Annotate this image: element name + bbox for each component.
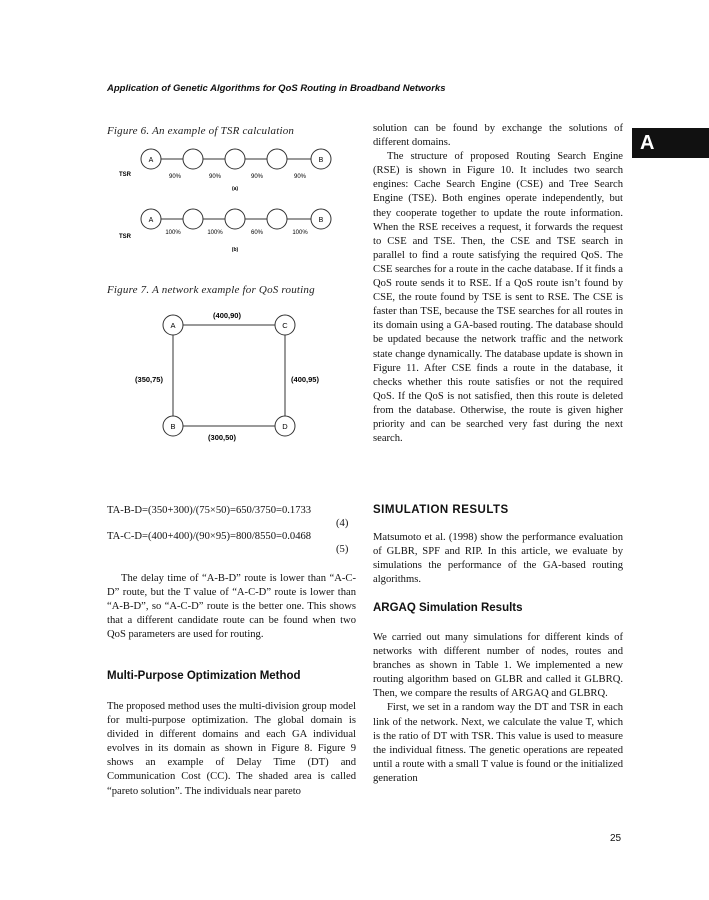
tsr-label: TSR (119, 234, 131, 240)
link-value: 90% (168, 174, 182, 180)
figure6b (119, 209, 331, 253)
figure7-caption: Figure 7. A network example for QoS routing (107, 284, 315, 296)
equation-5-number: (5) (336, 544, 349, 555)
link-top-label: (400,90) (213, 311, 241, 320)
equation-5: TA-C-D=(400+400)/(90×95)=800/8550=0.0468 (107, 531, 312, 542)
section-heading: Multi-Purpose Optimization Method (107, 670, 301, 682)
link-value: 90% (293, 174, 307, 180)
paragraph: First, we set in a random way the DT and TSR in each link of the network. Next, we calculate the value T, which is the ratio of DT with TSR. This value is used to measure the individual fitness. The genetic operations are repeated until a route with a small T value is found or the initialized generation (373, 702, 623, 784)
paragraph: Matsumoto et al. (1998) show the performance evaluation of GLBR, SPF and RIP. In this article, we evaluate by simulations the performance of the GA-based routing algorithms. (373, 532, 623, 586)
node-c-label: C (282, 321, 288, 330)
link-value: 100% (165, 230, 181, 236)
node-b-label: B (318, 217, 324, 224)
figure7-diagram (107, 305, 357, 450)
right-column-body-2 (373, 631, 623, 786)
node-a-label: A (148, 157, 154, 164)
right-column-body (373, 531, 623, 587)
node-a-label: A (170, 321, 176, 330)
running-head: Application of Genetic Algorithms for QoS Routing in Broadband Networks (107, 83, 446, 94)
section-heading: SIMULATION RESULTS (373, 504, 509, 516)
page-number: 25 (610, 833, 622, 844)
node-a-label: A (148, 217, 154, 224)
figure6-diagram (107, 140, 352, 260)
section-heading: ARGAQ Simulation Results (373, 602, 523, 614)
node (225, 149, 245, 169)
paragraph: The structure of proposed Routing Search Engine (RSE) is shown in Figure 10. It includes two search engines: Cache Search Engine (CSE) and Tree Search Engine (TSE). Both engines operate independently, but they cooperate together to update the route information. When the RSE receives a request, it forwards the request to CSE and TSE. Then, the CSE and TSE search in parallel to find a route satisfying the required QoS. The CSE searches for a route in the cache database. If it finds a QoS route sends it to RSE. If a QoS route isn’t found by CSE, the route found by TSE is sent to RSE. The CSE is faster than TSE, because the TSE searches for all routes in its domain using a GA-based routing. The database should be updated because the network traffic and the network state change dynamically. The database update is shown in Figure 11. After CSE finds a route in the database, it checks whether this route satisfies or not the required QoS. If the QoS is not satisfied, then this route is deleted from the database. Otherwise, the route is given higher priority and can be searched very fast during the next search. (373, 151, 623, 445)
link-bottom-label: (300,50) (208, 433, 236, 442)
figure6a (119, 149, 331, 192)
equation-4: TA-B-D=(350+300)/(75×50)=650/3750=0.1733 (107, 505, 312, 516)
node (183, 149, 203, 169)
node-d-label: D (282, 422, 288, 431)
node (225, 209, 245, 229)
left-column-body (107, 572, 356, 642)
paragraph: We carried out many simulations for different kinds of networks with different number of nodes, routes and branches as shown in Table 1. We implemented a new routing algorithm based on GLBR and called it GLBRQ. Then, we compare the results of ARGAQ and GLBRQ. (373, 632, 623, 700)
node (267, 209, 287, 229)
node (267, 149, 287, 169)
right-column-top (373, 122, 623, 446)
link-value: 60% (250, 230, 264, 236)
tsr-label: TSR (119, 172, 131, 178)
left-column-body-2 (107, 700, 356, 799)
link-value: 100% (292, 230, 308, 236)
paragraph: solution can be found by exchange the solutions of different domains. (373, 123, 623, 149)
equation-4-number: (4) (336, 518, 349, 529)
sub-label: (a) (231, 186, 239, 192)
paragraph: The proposed method uses the multi-division group model for multi-purpose optimization. The global domain is divided in different domains and each GA individual evolves in its domain as shown in Figure 8. Figure 9 shows an example of Delay Time (DT) and Communication Cost (CC). The shaded area is called “pareto solution”. The individuals near pareto (107, 701, 356, 797)
link-value: 90% (250, 174, 264, 180)
sub-label: (b) (231, 247, 239, 253)
link-right-label: (400,95) (291, 375, 319, 384)
link-value: 90% (208, 174, 222, 180)
node-b-label: B (170, 422, 176, 431)
section-tab: A (632, 128, 709, 158)
node-b-label: B (318, 157, 324, 164)
link-value: 100% (207, 230, 223, 236)
link-left-label: (350,75) (135, 375, 163, 384)
paragraph: The delay time of “A-B-D” route is lower than “A-C-D” route, but the T value of “A-C-D” route is lower than “A-B-D”, so “A-C-D” route is the better one. This shows that a different candidate route can be found when two QoS parameters are used for routing. (107, 573, 356, 641)
node (183, 209, 203, 229)
figure6-caption: Figure 6. An example of TSR calculation (107, 125, 295, 137)
